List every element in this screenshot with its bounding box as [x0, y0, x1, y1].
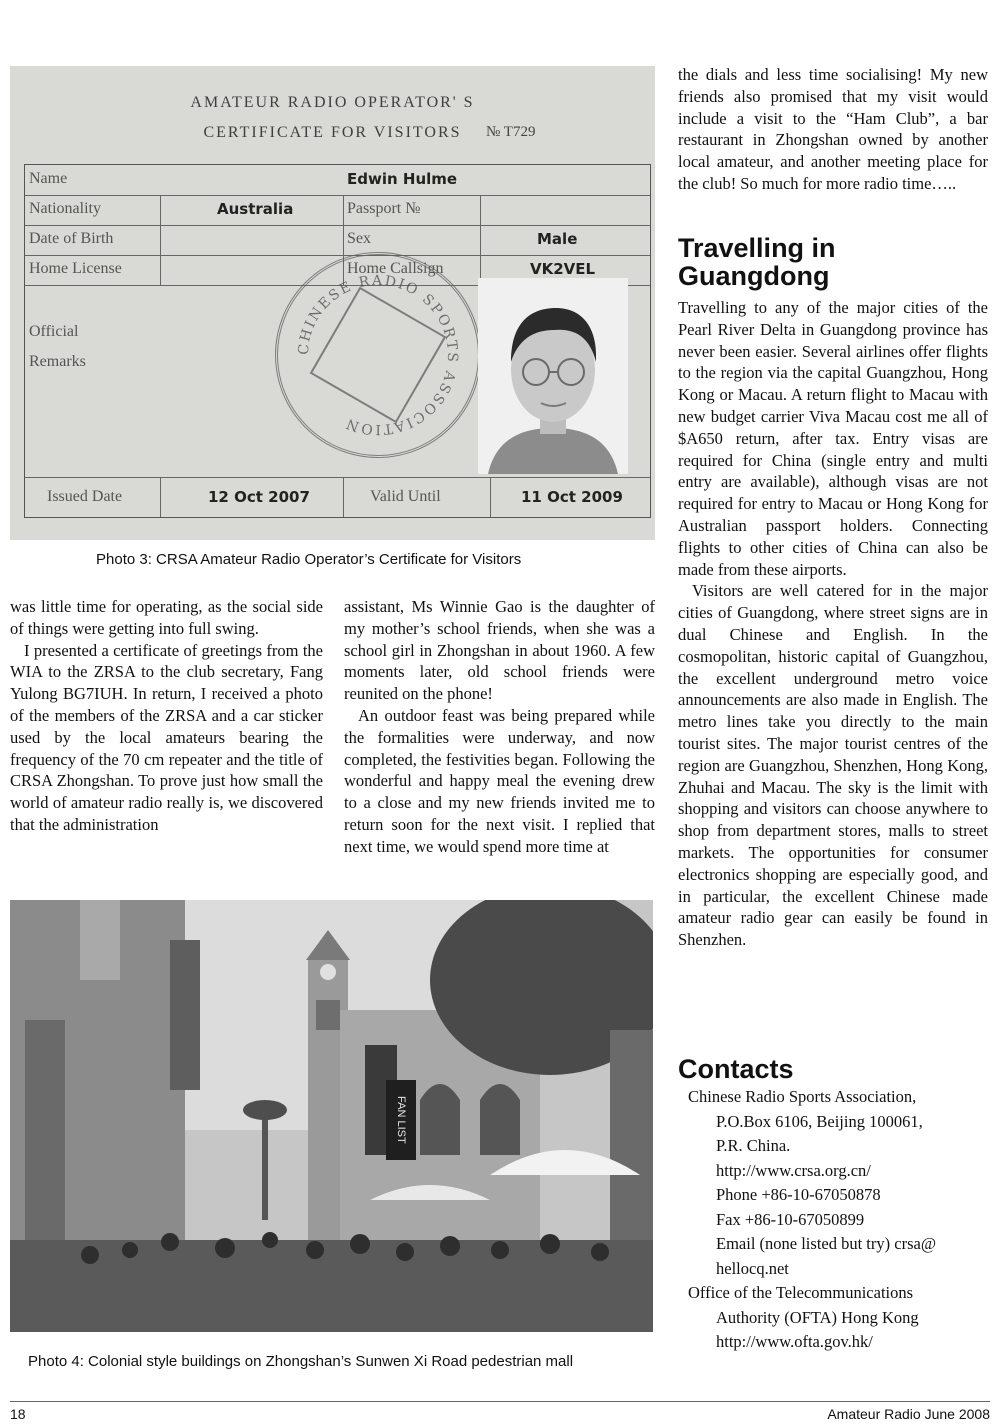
- contact-crsa-email-domain: hellocq.net: [716, 1258, 789, 1278]
- contact-crsa-email: Email (none listed but try) crsa@: [716, 1234, 937, 1253]
- certificate-title-line2: CERTIFICATE FOR VISITORS: [203, 124, 462, 141]
- street-scene-photo: [10, 900, 653, 1332]
- svg-text:CHINESE RADIO SPORTS ASSOCIATI: [296, 273, 460, 437]
- label-remarks: Remarks: [29, 353, 86, 370]
- paragraph: assistant, Ms Winnie Gao is the daughter of my mother’s school friends, when she was a school girl in Zhongshan in about 1960. A few moments later, old school friends were reunited on the phone!: [344, 597, 655, 704]
- label-passport: Passport №: [347, 200, 421, 217]
- street-sign-text: FAN LIST: [395, 1096, 407, 1144]
- travelling-heading: Travelling in Guangdong: [678, 233, 836, 291]
- value-callsign: VK2VEL: [530, 260, 596, 278]
- photo4-caption: Photo 4: Colonial style buildings on Zhongshan’s Sunwen Xi Road pedestrian mall: [28, 1353, 574, 1370]
- certificate-number: № T729: [486, 124, 536, 140]
- footer-divider: [10, 1401, 990, 1402]
- left-column-text: [10, 596, 323, 836]
- cert-row-name: [25, 165, 650, 196]
- value-sex: Male: [537, 230, 578, 248]
- label-nationality: Nationality: [29, 200, 101, 217]
- right-column-text: [678, 64, 988, 195]
- cert-row-nationality: [25, 195, 650, 226]
- cert-divider: [480, 195, 481, 285]
- stamp-text: CHINESE RADIO SPORTS ASSOCIATION: [295, 272, 461, 438]
- value-name: Edwin Hulme: [347, 170, 458, 188]
- middle-column-text: [344, 596, 655, 858]
- contact-crsa-phone: Phone +86-10-67050878: [716, 1185, 881, 1204]
- label-issued-date: Issued Date: [47, 488, 123, 505]
- label-valid-until: Valid Until: [370, 488, 441, 505]
- paragraph: I presented a certificate of greetings from the WIA to the ZRSA to the club secretary, Fang Yulong BG7IUH. In return, I received a photo of the members of the ZRSA and a car sticker used by the local amateurs bearing the frequency of the 70 cm repeater and the title of CRSA Zhongshan. To prove just how small the world of amateur radio really is, we discovered that the administration: [10, 640, 323, 834]
- cert-divider: [160, 477, 161, 517]
- cert-row-dates: [25, 477, 650, 518]
- contact-crsa-fax: Fax +86-10-67050899: [716, 1209, 865, 1229]
- publication-footer: Amateur Radio June 2008: [827, 1406, 990, 1422]
- value-nationality: Australia: [217, 200, 294, 218]
- paragraph: the dials and less time socialising! My new friends also promised that my visit would include a visit to the “Ham Club”, a bar restaurant in Zhongshan owned by another local amateur, and another meeting place for the club! So much for more radio time…..: [678, 65, 988, 193]
- contacts-list: [688, 1085, 988, 1355]
- cert-divider: [490, 477, 491, 517]
- contact-ofta-name: Office of the Telecommunications: [688, 1283, 914, 1302]
- id-portrait-photo: [478, 278, 628, 474]
- stamp-ring-text: [278, 255, 478, 455]
- cert-row-dob: [25, 225, 650, 256]
- cert-divider: [160, 195, 161, 285]
- official-stamp: [275, 252, 481, 458]
- travelling-text: [678, 297, 988, 951]
- photo3-caption: Photo 3: CRSA Amateur Radio Operator’s Certificate for Visitors: [96, 551, 522, 568]
- value-valid-until: 11 Oct 2009: [521, 488, 623, 506]
- certificate-title-line1: AMATEUR RADIO OPERATOR' S: [190, 94, 475, 111]
- contacts-heading: Contacts: [678, 1054, 794, 1084]
- cert-divider: [343, 477, 344, 517]
- value-issued-date: 12 Oct 2007: [208, 488, 310, 506]
- label-home-license: Home License: [29, 260, 122, 277]
- label-official: Official: [29, 323, 79, 340]
- contact-crsa-name: Chinese Radio Sports Association,: [688, 1087, 917, 1106]
- certificate-photo: [10, 66, 655, 540]
- contact-ofta-url-link[interactable]: http://www.ofta.gov.hk/: [716, 1332, 873, 1351]
- label-sex: Sex: [347, 230, 371, 247]
- paragraph: An outdoor feast was being prepared while the formalities were underway, and now completed, the festivities began. Following the wonderful and happy meal the evening drew to a close and my new friends invited me to return soon for the next visit. I replied that next time, we would spend more time at: [344, 705, 655, 856]
- contact-crsa-url-link[interactable]: http://www.crsa.org.cn/: [716, 1160, 871, 1180]
- label-name: Name: [29, 170, 68, 187]
- paragraph: was little time for operating, as the social side of things were getting into full swing.: [10, 597, 323, 638]
- label-home-callsign: Home Callsign: [347, 260, 444, 277]
- contact-crsa-country: P.R. China.: [716, 1136, 791, 1155]
- page-number: 18: [10, 1406, 26, 1422]
- contact-crsa-address: P.O.Box 6106, Beijing 100061,: [716, 1111, 923, 1131]
- paragraph: Visitors are well catered for in the major cities of Guangdong, where street signs are in dual Chinese and English. In the cosmopolitan, historic capital of Guangzhou, the excellent underground metro voice announcements are also made in English. The metro lines take you directly to the main tourist sites. The major tourist centres of the region are Guangzhou, Shenzhen, Hong Kong, Zhuhai and Macau. The sky is the limit with shopping and visitors can choose anywhere to shop from department stores, malls to street markets. The opportunities for consumer electronics shopping are especially good, and in particular, the excellent Chinese made amateur radio gear can easily be found in Shenzhen.: [678, 581, 988, 950]
- paragraph: Travelling to any of the major cities of the Pearl River Delta in Guangdong province has never been easier. Several airlines offer flights to the region via the capital Guangzhou, Hong Kong or Macau. A return flight to Macau with new budget carrier Viva Macau cost me all of $A650 return, after tax. Entry visas are required for China (single entry and multi entry are available), although visas are not required for entry to Macau or Hong Kong for Australian passport holders. Connecting flights to other cities of China can also be made from these airports.: [678, 298, 988, 579]
- label-date-of-birth: Date of Birth: [29, 230, 114, 247]
- contact-ofta-name-cont: Authority (OFTA) Hong Kong: [716, 1307, 919, 1327]
